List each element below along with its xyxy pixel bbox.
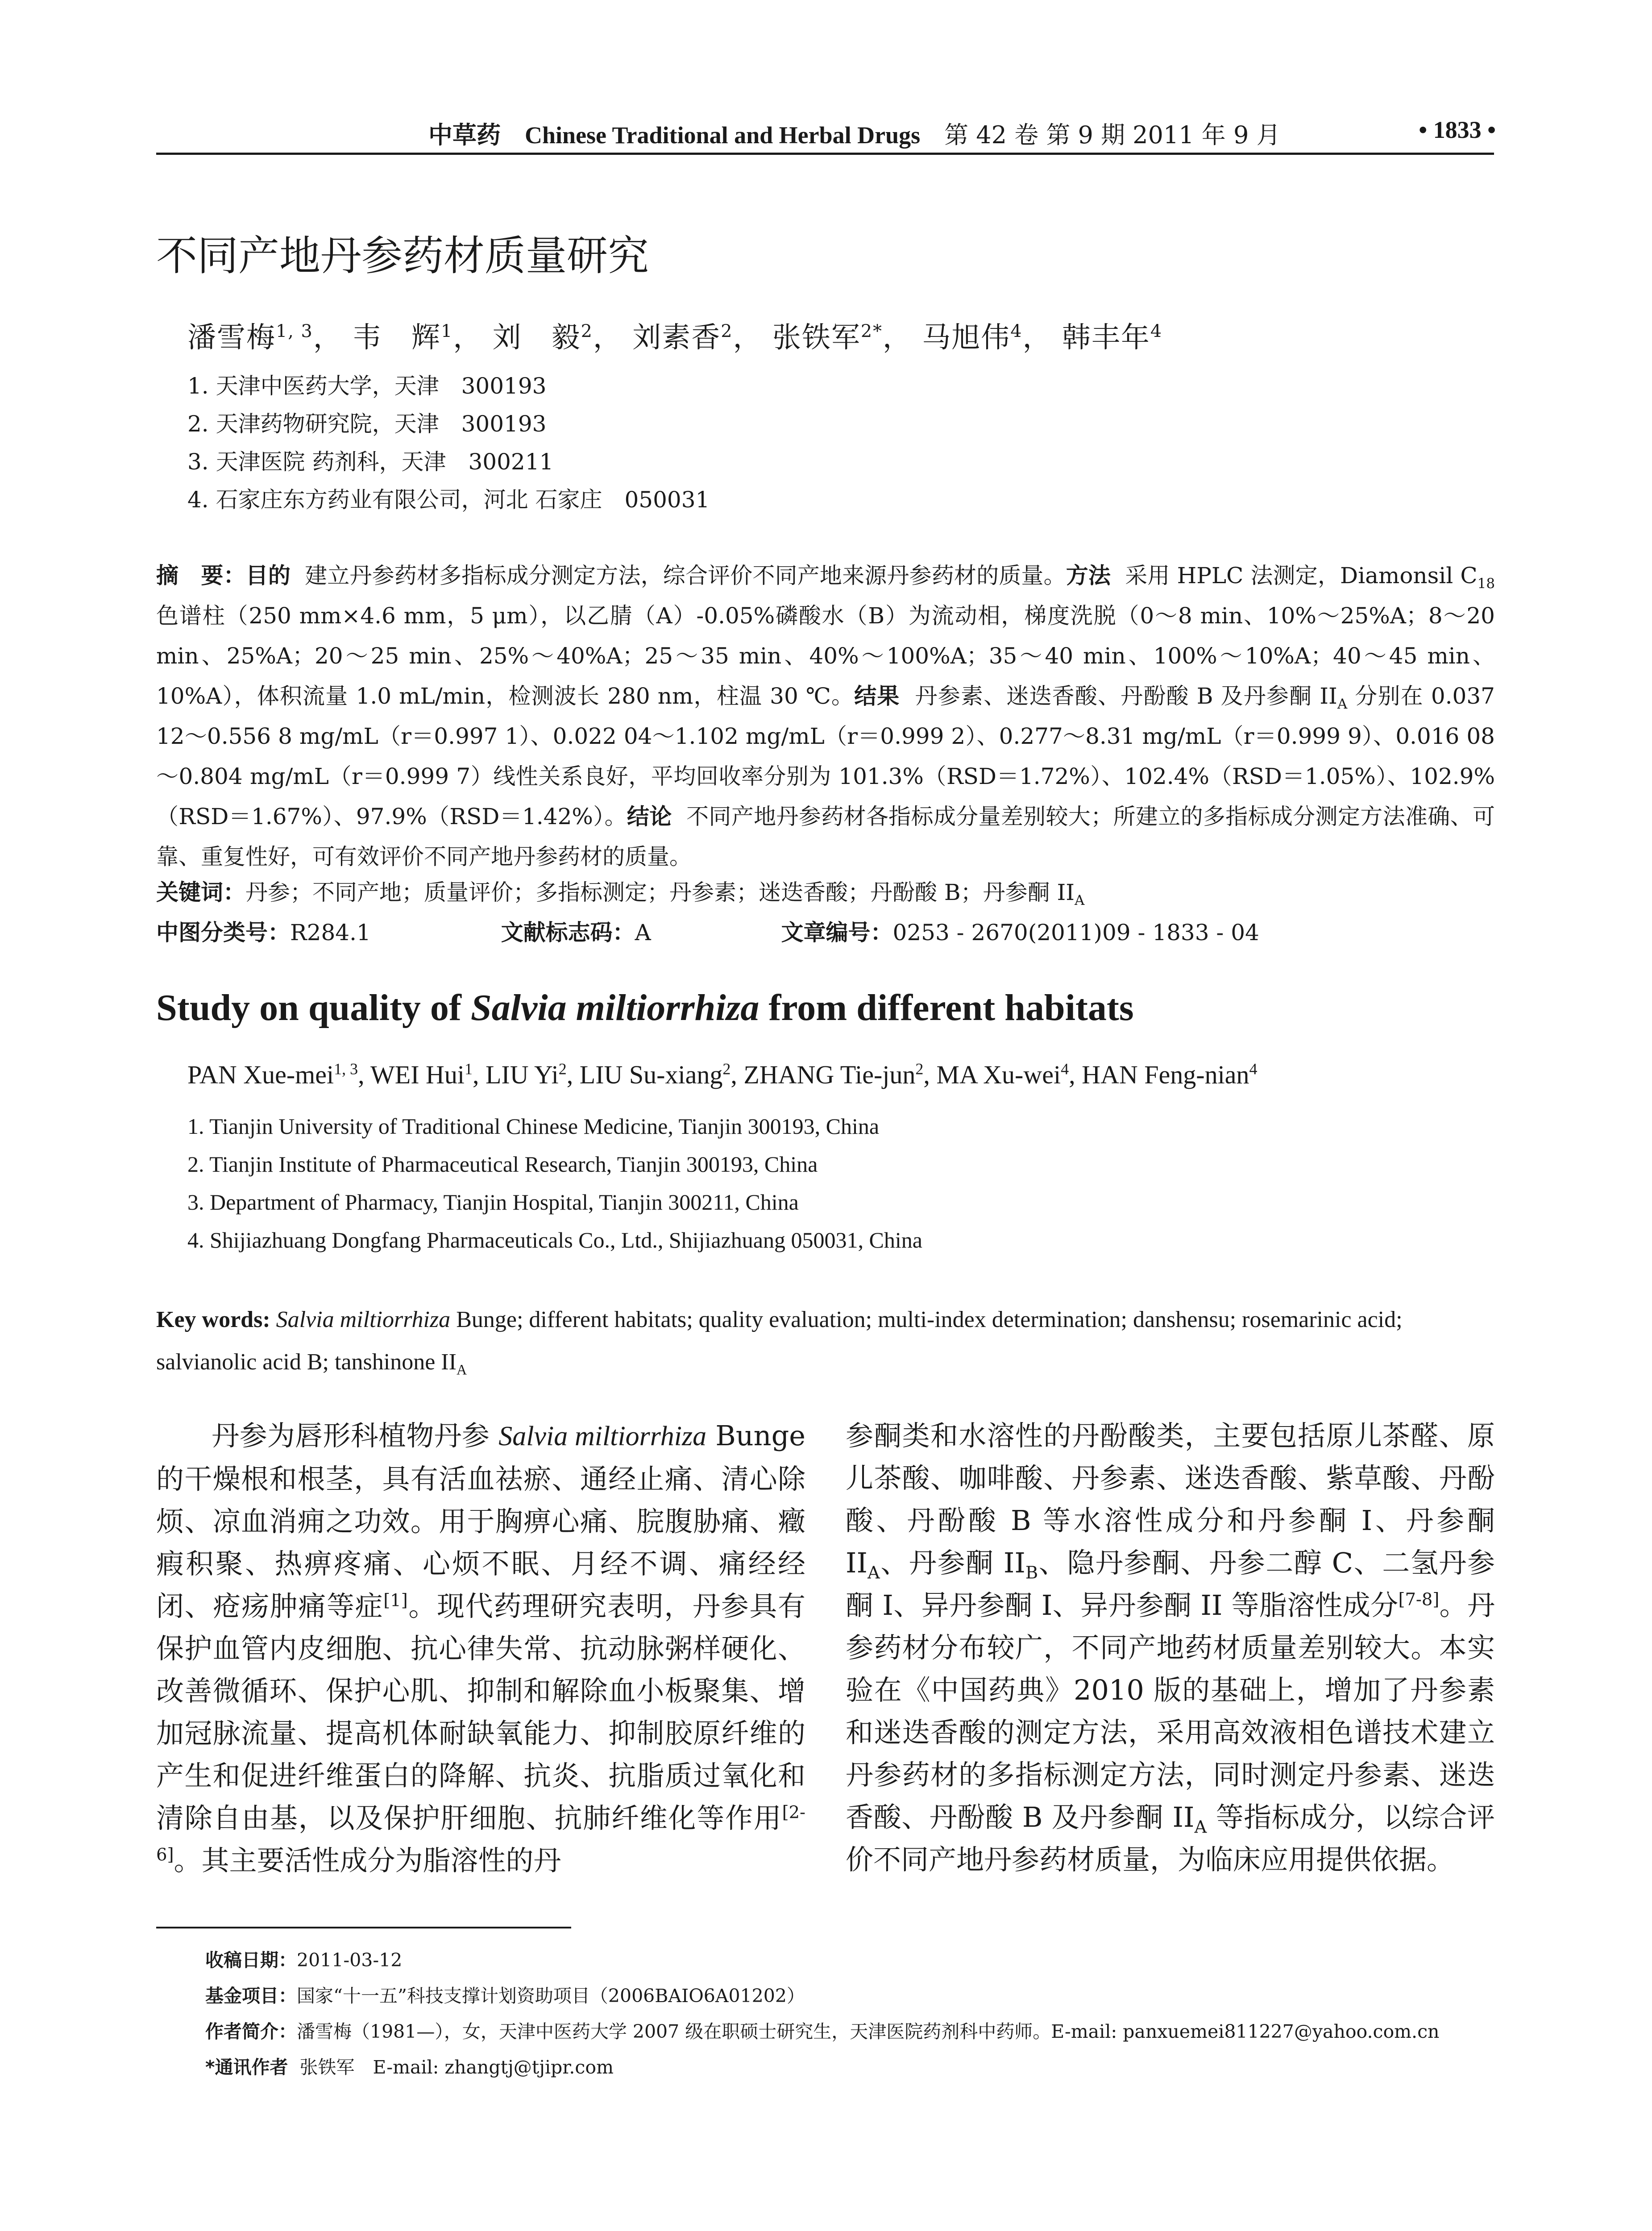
conclusion-label: 结论 bbox=[627, 804, 672, 829]
article-number-label: 文章编号： bbox=[781, 920, 893, 945]
page-number: • 1833 • bbox=[1419, 116, 1496, 143]
author-en: LIU Su-xiang$^2$ bbox=[579, 1060, 731, 1089]
affiliation-cn: 3. 天津医院 药剂科，天津 300211 bbox=[187, 449, 554, 475]
author-cn: 刘素香$^2$ bbox=[632, 321, 733, 354]
author-en: HAN Feng-nian$^4$ bbox=[1082, 1060, 1258, 1089]
author-en: WEI Hui$^1$ bbox=[370, 1060, 473, 1089]
author-cn: 马旭伟$^4$ bbox=[922, 321, 1023, 354]
footnote-corresponding: *通讯作者 张铁军 E-mail: zhangtj@tjipr.com bbox=[205, 2057, 614, 2078]
journal-name-cn: 中草药 bbox=[428, 120, 501, 149]
clc-label: 中图分类号： bbox=[156, 920, 290, 945]
footnote-fund: 基金项目：国家“十一五”科技支撑计划资助项目（2006BAIO6A01202） bbox=[205, 1985, 805, 2007]
doc-code-value: A bbox=[635, 920, 651, 945]
author-cn: 韩丰年$^4$ bbox=[1062, 321, 1163, 354]
keywords-cn bbox=[156, 875, 1084, 907]
journal-issue: 第 42 卷 第 9 期 2011 年 9 月 bbox=[944, 121, 1281, 149]
reference-mark: [7-8] bbox=[1398, 1589, 1440, 1610]
affiliation-en: 4. Shijiazhuang Dongfang Pharmaceuticals Co., Ltd., Shijiazhuang 050031, China bbox=[187, 1227, 922, 1252]
objective-text: 建立丹参药材多指标成分测定方法，综合评价不同产地来源丹参药材的质量。 bbox=[305, 563, 1066, 589]
results-label: 结果 bbox=[854, 683, 900, 709]
footnote-rule bbox=[156, 1927, 571, 1928]
author-cn: 张铁军$^{2*}$ bbox=[772, 321, 883, 354]
title-cn: 不同产地丹参药材质量研究 bbox=[156, 232, 649, 280]
author-cn: 韦 辉$^1$ bbox=[353, 321, 453, 354]
keywords-cn-sub: A bbox=[1075, 892, 1085, 908]
footnote-received: 收稿日期：2011-03-12 bbox=[205, 1949, 403, 1971]
abstract bbox=[156, 556, 1495, 877]
authors-en: PAN Xue-mei$^{1, 3}$, WEI Hui$^1$, LIU Yi$^2$, LIU Su-xiang$^2$, ZHANG Tie-jun$^2$, MA Xu-wei$^4$, HAN Feng-nian$^4$ bbox=[187, 1060, 1258, 1089]
author-en: LIU Yi$^2$ bbox=[486, 1060, 567, 1089]
author-en: ZHANG Tie-jun$^2$ bbox=[743, 1060, 924, 1089]
keywords-en-label: Key words: bbox=[156, 1307, 270, 1332]
doc-code-label: 文献标志码： bbox=[501, 920, 635, 945]
author-en: PAN Xue-mei$^{1, 3}$ bbox=[187, 1060, 358, 1089]
author-en: MA Xu-wei$^4$ bbox=[936, 1060, 1069, 1089]
abstract-label: 摘 要： bbox=[156, 563, 246, 589]
author-cn: 潘雪梅$^{1, 3}$ bbox=[187, 321, 313, 354]
keywords-cn-text: 丹参；不同产地；质量评价；多指标测定；丹参素；迷迭香酸；丹酚酸 B；丹参酮 II bbox=[245, 879, 1075, 905]
article-number-value: 0253 - 2670(2011)09 - 1833 - 04 bbox=[892, 920, 1259, 945]
affiliation-cn: 1. 天津中医药大学，天津 300193 bbox=[187, 373, 547, 399]
affiliation-en: 3. Department of Pharmacy, Tianjin Hospital, Tianjin 300211, China bbox=[187, 1190, 799, 1215]
keywords-en: Key words: Salvia miltiorrhiza Bunge; different habitats; quality evaluation; multi-index determination; danshensu; rosemarinic acid; salvianolic acid B; tanshinone $II_A$ bbox=[156, 1307, 1403, 1378]
footnote-author: 作者简介：潘雪梅（1981—），女，天津中医药大学 2007 级在职硕士研究生，天津医院药剂科中药师。E-mail: panxuemei811227@yahoo.com.cn bbox=[205, 2021, 1440, 2042]
affiliation-cn: 2. 天津药物研究院，天津 300193 bbox=[187, 411, 547, 437]
objective-label: 目的 bbox=[245, 563, 291, 589]
author-cn: 刘 毅$^2$ bbox=[492, 321, 593, 354]
title-en: Study on quality of Salvia miltiorrhiza from different habitats bbox=[156, 987, 1134, 1028]
body-column-right: 参酮类和水溶性的丹酚酸类，主要包括原儿茶醛、原儿茶酸、咖啡酸、丹参素、迷迭香酸、紫草酸、丹酚酸、丹酚酸 B 等水溶性成分和丹参酮 I、丹参酮 $II_A$、丹参酮 $II_B$、隐丹参酮、丹参二醇 C、二氢丹参酮 I、异丹参酮 I、异丹参酮 II 等脂溶性成分[7-8]。丹参药材分布较广，不同产地药材质量差别较大。本实验在《中国药典》2010 版的基础上，增加了丹参素和迷迭香酸的测定方法，采用高效液相色谱技术建立丹参药材的多指标测定方法，同时测定丹参素、迷迭香酸、丹酚酸 B 及丹参酮 $II_A$ 等指标成分，以综合评价不同产地丹参药材质量，为临床应用提供依据。 bbox=[846, 1419, 1495, 1876]
latin-name: Salvia miltiorrhiza bbox=[498, 1421, 707, 1451]
affiliation-cn: 4. 石家庄东方药业有限公司，河北 石家庄 050031 bbox=[187, 487, 710, 513]
affiliation-en: 1. Tianjin University of Traditional Chinese Medicine, Tianjin 300193, China bbox=[187, 1114, 880, 1139]
authors-cn: 潘雪梅$^{1, 3}$， 韦 辉$^1$， 刘 毅$^2$， 刘素香$^2$， 张铁军$^{2*}$， 马旭伟$^4$， 韩丰年$^4$ bbox=[187, 321, 1163, 354]
methods-text: 采用 HPLC 法测定，Diamonsil $C_{18}$ 色谱柱（250 mm×4.6 mm，5 μm），以乙腈（A）-0.05%磷酸水（B）为流动相，梯度洗脱（0～8 min、10%～25%A；8～20 min、25%A；20～25 min、25%～40%A；25～35 min、40%～100%A；35～40 min、100%～10%A；40～45 min、10%A），体积流量 1.0 mL/min，检测波长 280 nm，柱温 30 ℃。 bbox=[156, 563, 1495, 709]
body-column-left: 丹参为唇形科植物丹参 Salvia miltiorrhiza Bunge 的干燥根和根茎，具有活血祛瘀、通经止痛、清心除烦、凉血消痈之功效。用于胸痹心痛、脘腹胁痛、癥瘕积聚、热痹疼痛、心烦不眠、月经不调、痛经经闭、疮疡肿痛等症[1]。现代药理研究表明，丹参具有保护血管内皮细胞、抗心律失常、抗动脉粥样硬化、改善微循环、保护心肌、抑制和解除血小板聚集、增加冠脉流量、提高机体耐缺氧能力、抑制胶原纤维的产生和促进纤维蛋白的降解、抗炎、抗脂质过氧化和清除自由基，以及保护肝细胞、抗肺纤维化等作用[2-6]。其主要活性成分为脂溶性的丹 bbox=[156, 1419, 805, 1877]
reference-mark: [2-6] bbox=[156, 1802, 805, 1865]
clc-value: R284.1 bbox=[290, 920, 371, 945]
classification-line bbox=[156, 915, 1259, 947]
results-text: 丹参素、迷迭香酸、丹酚酸 B 及丹参酮 $II_A$ 分别在 0.037 12～0.556 8 mg/mL（r＝0.997 1）、0.022 04～1.102 mg/mL（r＝0.999 2）、0.277～8.31 mg/mL（r＝0.999 9）、0.016 08～0.804 mg/mL（r＝0.999 7）线性关系良好，平均回收率分别为 101.3%（RSD＝1.72%）、102.4%（RSD＝1.05%）、102.9%（RSD＝1.67%）、97.9%（RSD＝1.42%）。 bbox=[156, 683, 1495, 829]
reference-mark: [1] bbox=[383, 1590, 408, 1611]
affiliation-en: 2. Tianjin Institute of Pharmaceutical Research, Tianjin 300193, China bbox=[187, 1152, 818, 1177]
conclusion-text: 不同产地丹参药材各指标成分量差别较大；所建立的多指标成分测定方法准确、可靠、重复性好，可有效评价不同产地丹参药材的质量。 bbox=[156, 804, 1495, 870]
journal-name-en: Chinese Traditional and Herbal Drugs bbox=[525, 122, 921, 149]
methods-label: 方法 bbox=[1066, 563, 1111, 589]
header-rule bbox=[156, 153, 1494, 155]
keywords-cn-label: 关键词： bbox=[156, 879, 245, 905]
